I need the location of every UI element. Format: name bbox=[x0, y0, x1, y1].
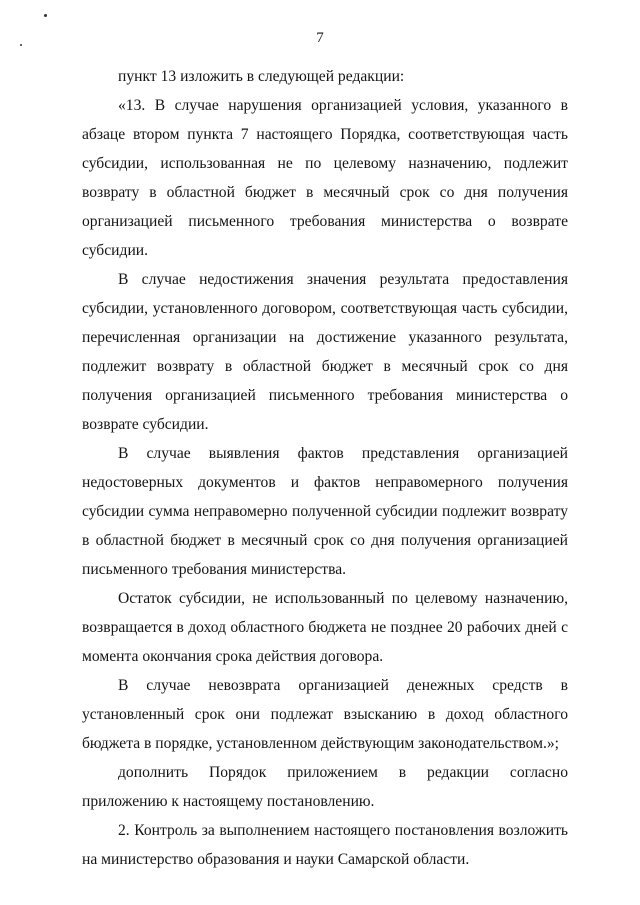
document-body bbox=[82, 62, 568, 874]
scan-speck-top bbox=[44, 14, 47, 17]
paragraph-control: 2. Контроль за выполнением настоящего постановления возложить на министерство образования и науки Самарской области. bbox=[82, 822, 568, 868]
page-number: 7 bbox=[316, 30, 324, 46]
paragraph-non-return: В случае невозврата организацией денежных средств в установленный срок они подлежат взысканию в доход областного бюджета в порядке, установленном действующим законодательством.»; bbox=[82, 677, 568, 752]
paragraph-appendix: дополнить Порядок приложением в редакции согласно приложению к настоящему постановлению. bbox=[82, 764, 568, 810]
paragraph-subsidy-balance: Остаток субсидии, не использованный по целевому назначению, возвращается в доход областного бюджета не позднее 20 рабочих дней с момента окончания срока действия договора. bbox=[82, 590, 568, 665]
paragraph-intro: пункт 13 изложить в следующей редакции: bbox=[118, 68, 405, 85]
paragraph-item-13: «13. В случае нарушения организацией условия, указанного в абзаце втором пункта 7 настоящего Порядка, соответствующая часть субсидии, использованная не по целевому назначению, подлежит возврату в областной бюджет в месячный срок со дня получения организацией письменного требования министерства о возврате субсидии. bbox=[82, 97, 568, 259]
paragraph-result-not-achieved: В случае недостижения значения результата предоставления субсидии, установленного договором, соответствующая часть субсидии, перечисленная организации на достижение указанного результата, подлежит возврату в областной бюджет в месячный срок со дня получения организацией письменного требования министерства о возврате субсидии. bbox=[82, 271, 568, 433]
paragraph-false-documents: В случае выявления фактов представления организацией недостоверных документов и фактов неправомерного получения субсидии сумма неправомерно полученной субсидии подлежит возврату в областной бюджет в месячный срок со дня получения организацией письменного требования министерства. bbox=[82, 445, 568, 578]
